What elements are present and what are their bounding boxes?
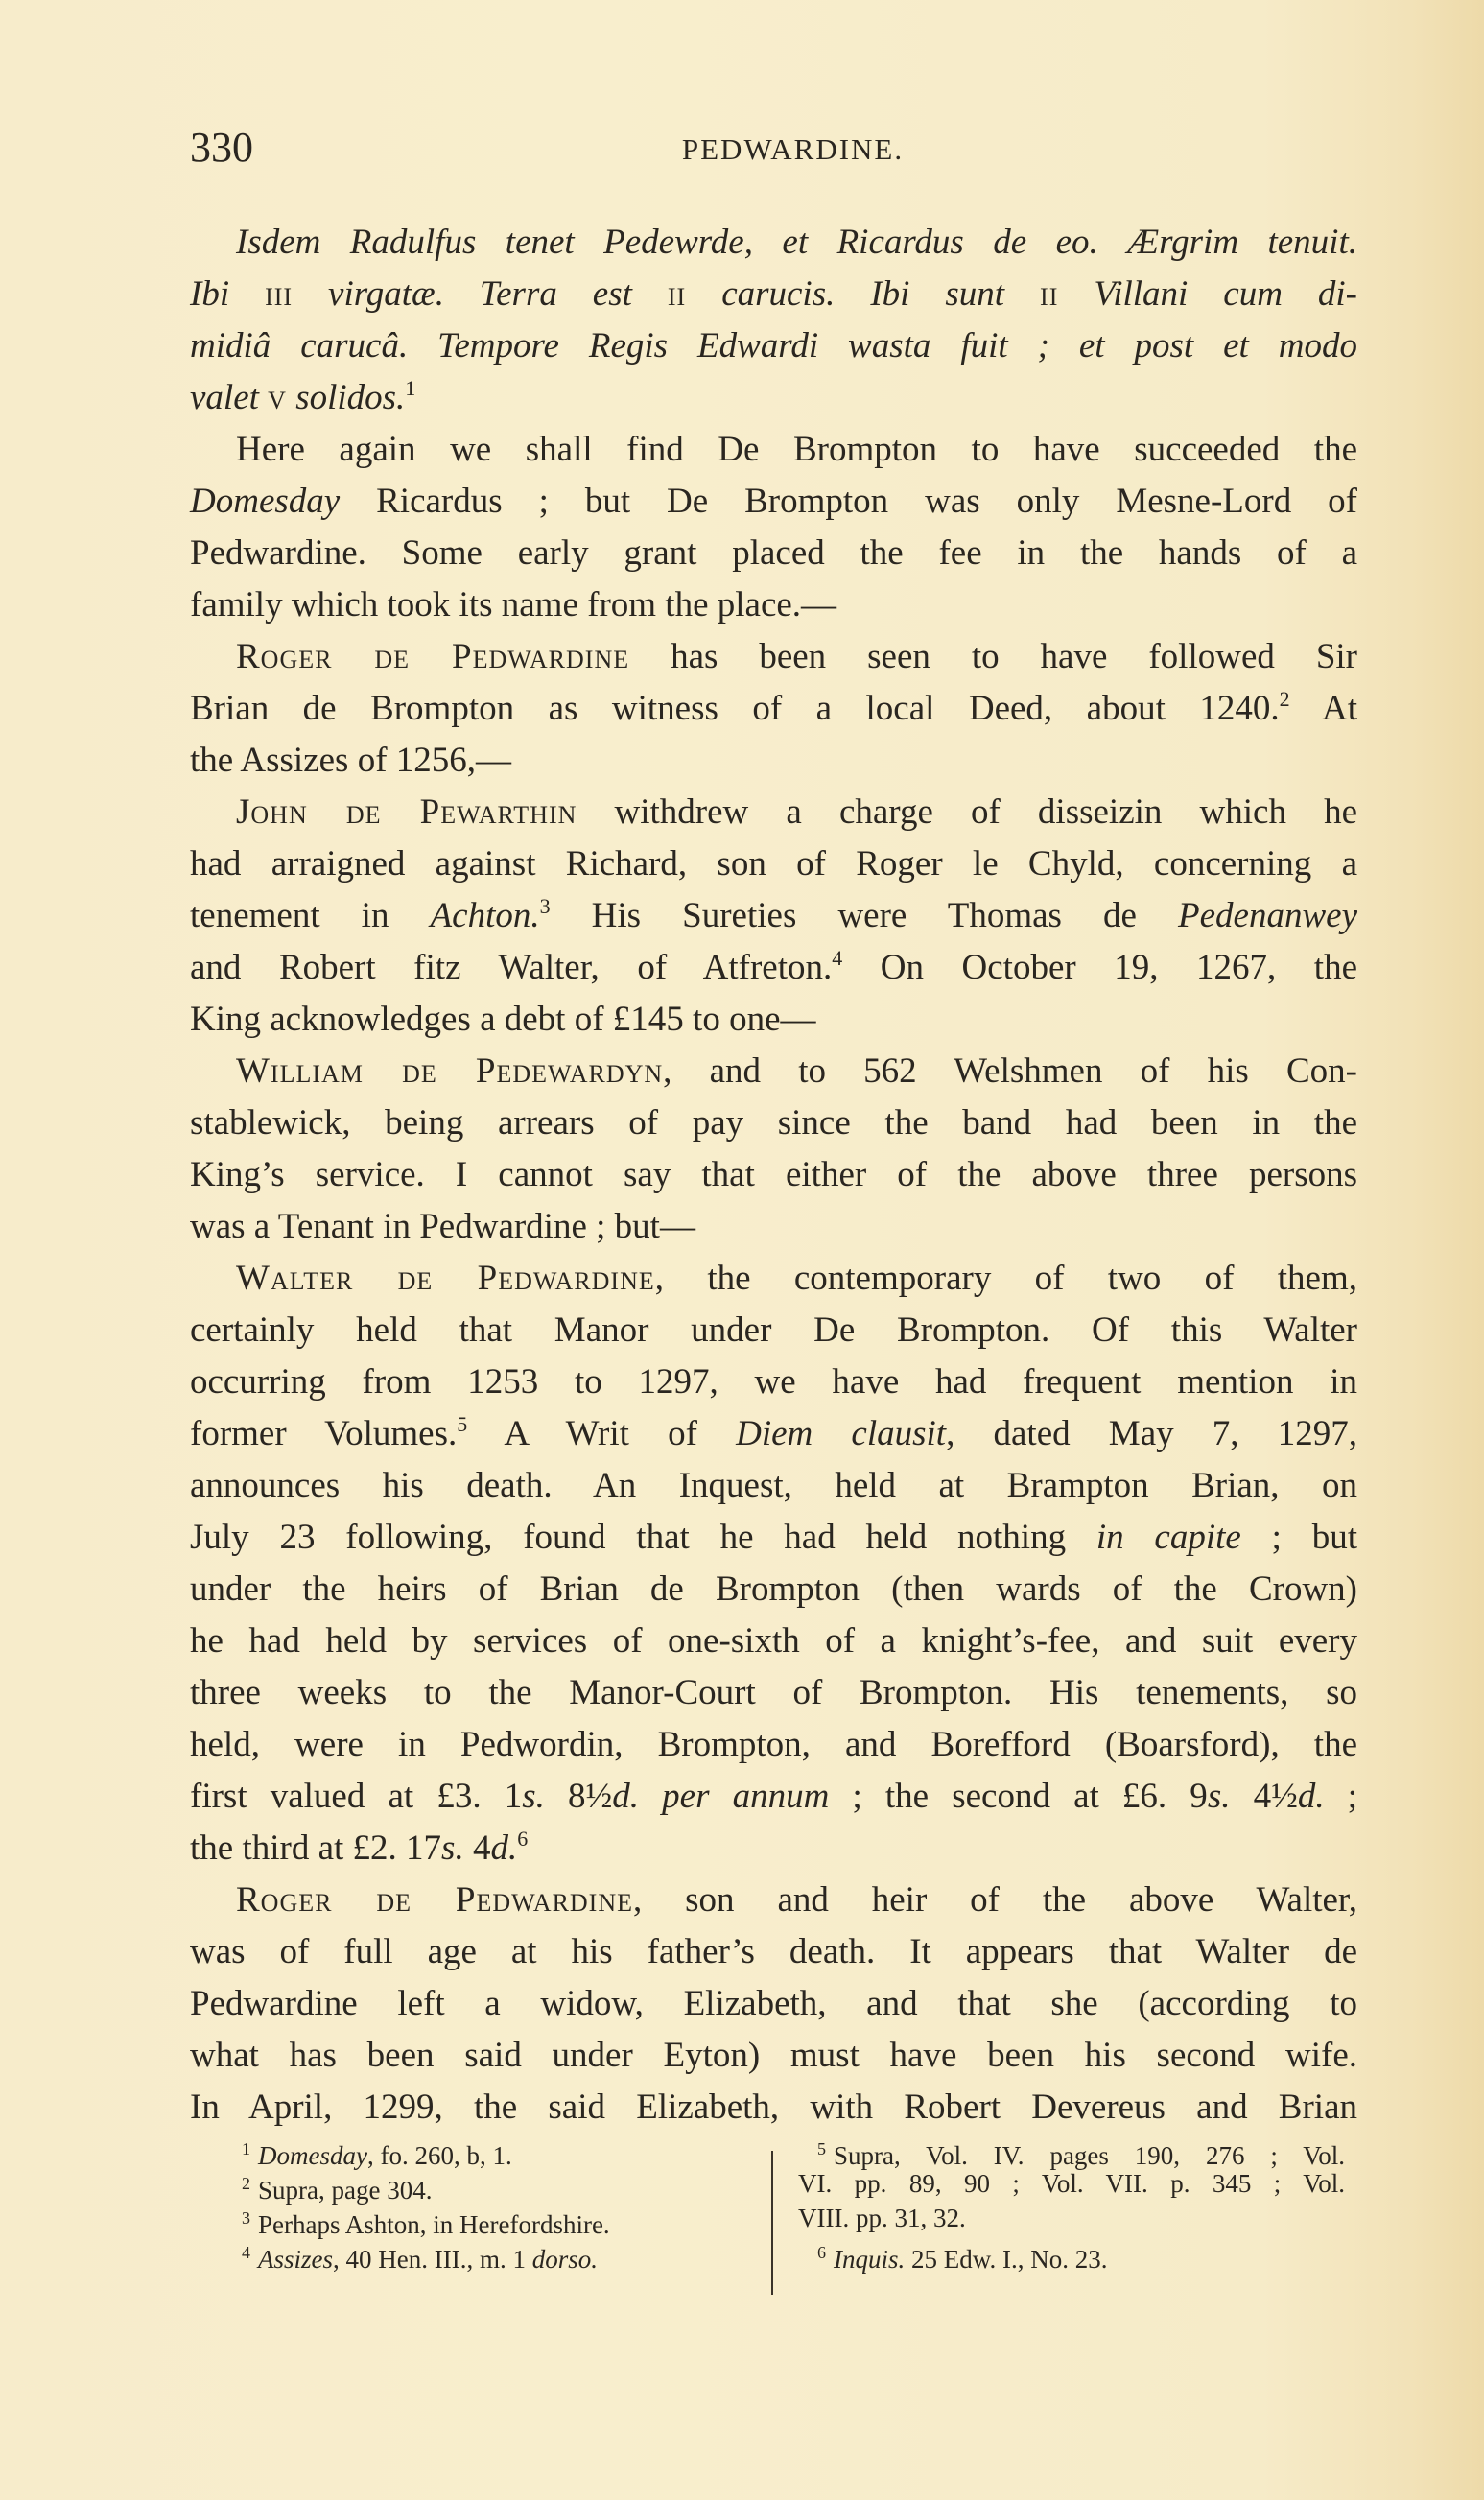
text-run: Here again we shall find De Brompton to have succeeded the — [236, 430, 1357, 469]
text-line — [190, 1097, 1357, 1149]
italic-text: Assizes — [258, 2245, 334, 2274]
text-line — [190, 942, 1357, 994]
text-run: , fo. 260, b, 1. — [366, 2141, 512, 2170]
text-line — [190, 1356, 1357, 1408]
text-line — [190, 735, 1357, 787]
footnote-number: 1 — [242, 2139, 250, 2158]
footnote-number: 5 — [817, 2139, 826, 2158]
text-line — [190, 1719, 1357, 1771]
footnote-reference: 6 — [517, 1827, 529, 1851]
text-run: , the contemporary of two of them, — [654, 1259, 1358, 1298]
text-line — [190, 1926, 1357, 1978]
footnote-continuation — [798, 2166, 1345, 2201]
text-run: occurring from 1253 to 1297, we have had frequent mention in — [190, 1362, 1357, 1402]
footnote-reference: 3 — [539, 894, 551, 918]
text-run: , dated May 7, 1297, — [946, 1414, 1357, 1453]
text-line — [190, 1616, 1357, 1667]
text-line — [190, 269, 1357, 320]
footnote-reference: 4 — [832, 946, 843, 970]
small-caps-text: Roger de Pedwardine — [236, 637, 630, 676]
text-line — [190, 1667, 1357, 1719]
text-run: what has been said under Eyton) must have been his second wife. — [190, 2036, 1357, 2075]
italic-text: Isdem Radulfus tenet Pedewrde, et Ricardus de eo. Ærgrim tenuit. — [236, 223, 1357, 262]
text-line — [190, 320, 1357, 372]
italic-text: carucis. Ibi sunt — [686, 274, 1041, 314]
italic-text: solidos. — [286, 378, 406, 417]
text-run: King acknowledges a debt of £145 to one— — [190, 1000, 816, 1039]
footnote — [223, 2235, 760, 2274]
italic-text: Inquis. — [834, 2245, 906, 2274]
text-run: he had held by services of one-sixth of a knight’s-fee, and suit every — [190, 1621, 1357, 1661]
footnotes-left-column — [223, 2132, 760, 2274]
footnote-continuation — [798, 2201, 1345, 2235]
text-line — [190, 631, 1357, 683]
footnote-reference: 5 — [457, 1412, 468, 1436]
footnote-reference: 1 — [405, 376, 416, 400]
small-caps-text: v — [268, 378, 287, 417]
footnote — [223, 2201, 760, 2239]
text-run: first valued at £3. 1 — [190, 1777, 523, 1816]
text-run: His Sureties were Thomas de — [550, 896, 1179, 935]
text-line — [190, 1823, 1357, 1875]
footnote-column-divider — [771, 2151, 773, 2295]
small-caps-text: ii — [1040, 274, 1059, 314]
italic-text: Domesday — [190, 482, 341, 521]
text-run: Brian de Brompton as witness of a local Deed, about 1240. — [190, 689, 1280, 728]
page-number: 330 — [190, 124, 253, 171]
text-run: ; — [1324, 1777, 1358, 1816]
footnotes-right-column — [798, 2132, 1345, 2274]
italic-text: in capite — [1095, 1518, 1241, 1557]
text-run: , son and heir of the above Walter, — [633, 1880, 1358, 1920]
text-run: stablewick, being arrears of pay since the band had been in the — [190, 1103, 1357, 1143]
italic-text: d. per annum — [612, 1777, 830, 1816]
footnote — [798, 2235, 1345, 2274]
text-run: tenement in — [190, 896, 431, 935]
text-line — [190, 890, 1357, 942]
text-run: VI. pp. 89, 90 ; Vol. VII. p. 345 ; Vol. — [798, 2169, 1345, 2198]
text-line — [190, 1201, 1357, 1253]
italic-text: dorso. — [531, 2245, 598, 2274]
text-line — [190, 1771, 1357, 1823]
page-header — [190, 123, 1357, 180]
italic-text: Villani cum di- — [1058, 274, 1357, 314]
text-run: Supra, page 304. — [258, 2176, 433, 2205]
text-run: Supra, Vol. IV. pages 190, 276 ; Vol. — [834, 2141, 1345, 2170]
text-line — [190, 1564, 1357, 1616]
text-run: Pedwardine left a widow, Elizabeth, and that she (according to — [190, 1984, 1357, 2023]
footnote-number: 2 — [242, 2174, 250, 2193]
footnote-reference: 2 — [1279, 687, 1290, 711]
small-caps-text: John de Pewarthin — [236, 792, 577, 832]
text-run: 8½ — [544, 1777, 613, 1816]
small-caps-text: ii — [667, 274, 687, 314]
text-run: held, were in Pedwordin, Brompton, and Borefford (Boarsford), the — [190, 1725, 1357, 1764]
text-run: and Robert fitz Walter, of Atfreton. — [190, 948, 833, 987]
italic-text: Diem clausit — [736, 1414, 947, 1453]
italic-text: d. — [490, 1828, 518, 1868]
italic-text: valet — [190, 378, 269, 417]
text-run: 4 — [463, 1828, 491, 1868]
text-run: certainly held that Manor under De Brompton. Of this Walter — [190, 1310, 1357, 1350]
text-line — [190, 424, 1357, 476]
text-run: three weeks to the Manor-Court of Brompton. His tenements, so — [190, 1673, 1357, 1712]
text-run: under the heirs of Brian de Brompton (then wards of the Crown) — [190, 1569, 1357, 1609]
small-caps-text: Roger de Pedwardine — [236, 1880, 634, 1920]
text-run: At — [1289, 689, 1358, 728]
text-line — [190, 994, 1357, 1046]
text-line — [190, 579, 1357, 631]
text-line — [190, 476, 1357, 528]
running-title: PEDWARDINE. — [681, 132, 905, 166]
text-run: In April, 1299, the said Elizabeth, with Robert Devereus and Brian — [190, 2087, 1357, 2127]
text-run: 4½ — [1230, 1777, 1298, 1816]
text-line — [190, 2030, 1357, 2082]
text-run: On October 19, 1267, the — [842, 948, 1357, 987]
italic-text: s. — [1207, 1777, 1231, 1816]
footnote — [798, 2132, 1345, 2170]
italic-text: Achton. — [430, 896, 540, 935]
text-run: family which took its name from the place.— — [190, 585, 837, 625]
text-run: the Assizes of 1256,— — [190, 741, 512, 780]
text-run: the third at £2. 17 — [190, 1828, 442, 1868]
italic-text: Pedenanwey — [1178, 896, 1357, 935]
text-line — [190, 1046, 1357, 1097]
text-line — [190, 683, 1357, 735]
italic-text: Ibi — [190, 274, 266, 314]
footnote — [223, 2132, 760, 2170]
text-run: Pedwardine. Some early grant placed the fee in the hands of a — [190, 533, 1357, 573]
text-line — [190, 217, 1357, 269]
text-run: , 40 Hen. III., m. 1 — [333, 2245, 532, 2274]
text-run: Ricardus ; but De Brompton was only Mesne-Lord of — [340, 482, 1357, 521]
italic-text: s. — [441, 1828, 464, 1868]
text-run: VIII. pp. 31, 32. — [798, 2204, 966, 2232]
text-run: former Volumes. — [190, 1414, 458, 1453]
text-run: has been seen to have followed Sir — [629, 637, 1357, 676]
text-run: Perhaps Ashton, in Herefordshire. — [258, 2210, 610, 2239]
text-line — [190, 1978, 1357, 2030]
small-caps-text: iii — [265, 274, 294, 314]
body-text — [190, 217, 1357, 2134]
small-caps-text: William de Pedewardyn — [236, 1051, 664, 1091]
text-line — [190, 1408, 1357, 1460]
text-run: King’s service. I cannot say that either of the above three persons — [190, 1155, 1357, 1194]
footnote — [223, 2166, 760, 2205]
text-run: ; the second at £6. 9 — [829, 1777, 1208, 1816]
italic-text: midiâ carucâ. Tempore Regis Edwardi wasta fuit ; et post et modo — [190, 326, 1357, 366]
footnote-number: 3 — [242, 2208, 250, 2228]
text-line — [190, 1149, 1357, 1201]
footnotes — [223, 2132, 1354, 2314]
text-line — [190, 1512, 1357, 1564]
small-caps-text: Walter de Pedwardine — [236, 1259, 655, 1298]
text-run: July 23 following, found that he had held nothing — [190, 1518, 1096, 1557]
text-line — [190, 372, 1357, 424]
text-run: was a Tenant in Pedwardine ; but— — [190, 1207, 695, 1246]
text-line — [190, 1460, 1357, 1512]
text-line — [190, 1253, 1357, 1305]
text-line — [190, 528, 1357, 579]
text-run: 25 Edw. I., No. 23. — [905, 2245, 1108, 2274]
text-run: withdrew a charge of disseizin which he — [577, 792, 1358, 832]
italic-text: Domesday — [258, 2141, 367, 2170]
text-run: A Writ of — [467, 1414, 737, 1453]
text-line — [190, 787, 1357, 838]
text-run: announces his death. An Inquest, held at Brampton Brian, on — [190, 1466, 1357, 1505]
text-line — [190, 2082, 1357, 2134]
footnote-number: 4 — [242, 2243, 250, 2262]
text-run: ; but — [1240, 1518, 1357, 1557]
italic-text: virgatæ. Terra est — [293, 274, 668, 314]
text-run: had arraigned against Richard, son of Roger le Chyld, concerning a — [190, 844, 1357, 884]
text-line — [190, 838, 1357, 890]
text-line — [190, 1305, 1357, 1356]
italic-text: s. — [522, 1777, 545, 1816]
text-line — [190, 1875, 1357, 1926]
text-run: , and to 562 Welshmen of his Con- — [663, 1051, 1358, 1091]
italic-text: d. — [1297, 1777, 1325, 1816]
footnote-number: 6 — [817, 2243, 826, 2262]
text-run: was of full age at his father’s death. It appears that Walter de — [190, 1932, 1357, 1971]
